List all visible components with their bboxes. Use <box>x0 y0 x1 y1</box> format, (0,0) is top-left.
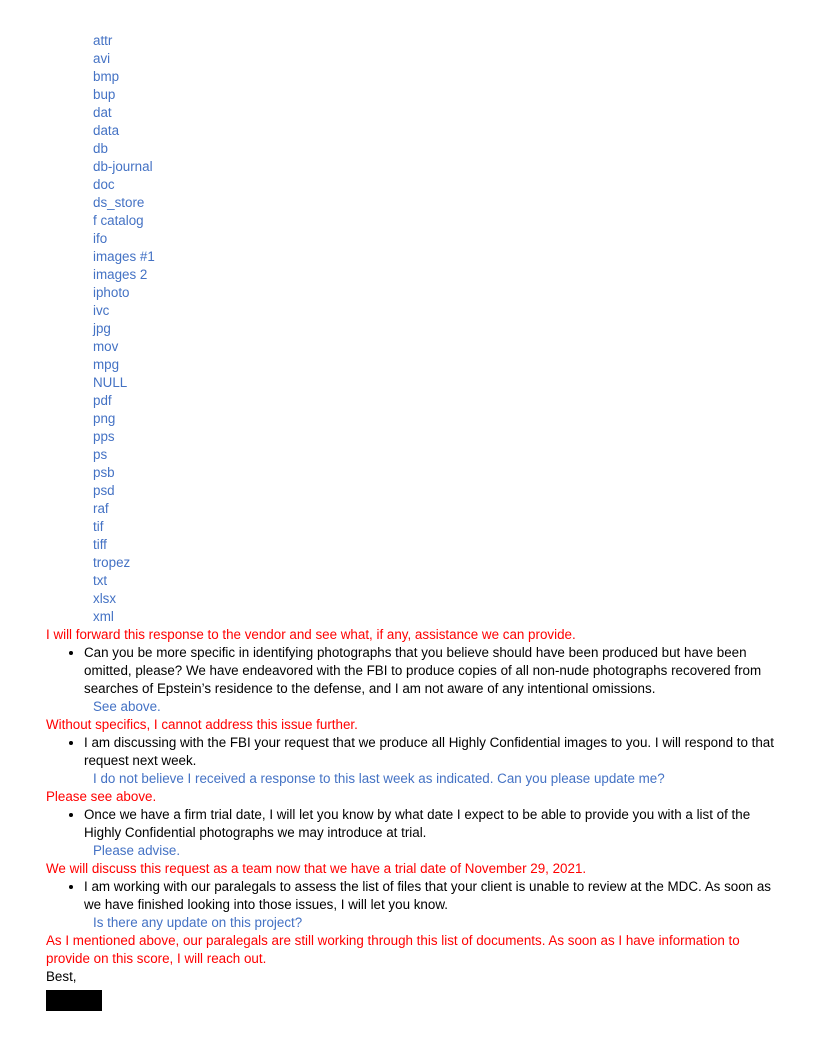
file-extension-item: images #1 <box>93 249 155 264</box>
file-extension-item: ivc <box>93 303 110 318</box>
file-extension-item: NULL <box>93 375 128 390</box>
bullet-list-1 <box>0 644 774 698</box>
file-extension-item: mov <box>93 339 119 354</box>
blue-reply-3: Please advise. <box>93 843 181 858</box>
redaction-block <box>46 990 102 1011</box>
blue-reply-4: Is there any update on this project? <box>93 915 303 930</box>
document-page <box>0 32 816 1011</box>
bullet-list-4 <box>0 878 774 914</box>
red-response-3: Please see above. <box>46 789 157 804</box>
red-response-4: We will discuss this request as a team now that we have a trial date of November 29, 2021. <box>46 861 587 876</box>
file-extension-item: dat <box>93 105 112 120</box>
file-extension-item: txt <box>93 573 108 588</box>
file-extension-item: doc <box>93 177 115 192</box>
file-extension-item: tiff <box>93 537 107 552</box>
final-red-response: As I mentioned above, our paralegals are still working through this list of documents. As soon as I have information to provide on this score, I will reach out. <box>46 933 740 966</box>
bullet-list-3 <box>0 806 774 842</box>
file-extension-item: jpg <box>93 321 111 336</box>
red-response-2: Without specifics, I cannot address this issue further. <box>46 717 358 732</box>
file-extension-item: raf <box>93 501 109 516</box>
bullet-item-3: • Once we have a firm trial date, I will let you know by what date I expect to be able to provide you with a list of the Highly Confidential photographs we may introduce at trial. <box>84 806 774 842</box>
file-extension-item: pdf <box>93 393 112 408</box>
file-extension-item: psb <box>93 465 115 480</box>
blue-reply-2: I do not believe I received a response to this last week as indicated. Can you please update me? <box>93 771 665 786</box>
red-response-1: I will forward this response to the vendor and see what, if any, assistance we can provide. <box>46 627 576 642</box>
file-extension-item: f catalog <box>93 213 144 228</box>
file-extension-item: iphoto <box>93 285 130 300</box>
file-extension-item: psd <box>93 483 115 498</box>
file-extension-item: ps <box>93 447 108 462</box>
file-extension-item: bmp <box>93 69 120 84</box>
file-extension-item: mpg <box>93 357 120 372</box>
blue-reply-1: See above. <box>93 699 161 714</box>
file-extension-item: avi <box>93 51 111 66</box>
file-extension-item: xlsx <box>93 591 117 606</box>
bullet-item-1: • Can you be more specific in identifying photographs that you believe should have been produced but have been omitted, please? We have endeavored with the FBI to produce copies of all non-nude photographs recovered from searches of Epstein’s residence to the defense, and I am not aware of any intentional omissions. <box>84 644 774 698</box>
file-extension-item: ds_store <box>93 195 145 210</box>
file-extension-item: tif <box>93 519 104 534</box>
file-extension-item: xml <box>93 609 114 624</box>
bullet-item-2: • I am discussing with the FBI your request that we produce all Highly Confidential images to you. I will respond to that request next week. <box>84 734 774 770</box>
file-extension-item: db-journal <box>93 159 153 174</box>
file-extension-item: data <box>93 123 120 138</box>
file-extension-item: tropez <box>93 555 131 570</box>
closing-salutation: Best, <box>46 969 77 984</box>
bullet-item-4: • I am working with our paralegals to assess the list of files that your client is unable to review at the MDC. As soon as we have finished looking into those issues, I will let you know. <box>84 878 774 914</box>
file-extension-list <box>0 32 816 626</box>
file-extension-item: db <box>93 141 108 156</box>
file-extension-item: png <box>93 411 116 426</box>
file-extension-item: ifo <box>93 231 108 246</box>
file-extension-item: images 2 <box>93 267 148 282</box>
file-extension-item: bup <box>93 87 116 102</box>
file-extension-item: attr <box>93 33 113 48</box>
bullet-list-2 <box>0 734 774 770</box>
file-extension-item: pps <box>93 429 115 444</box>
